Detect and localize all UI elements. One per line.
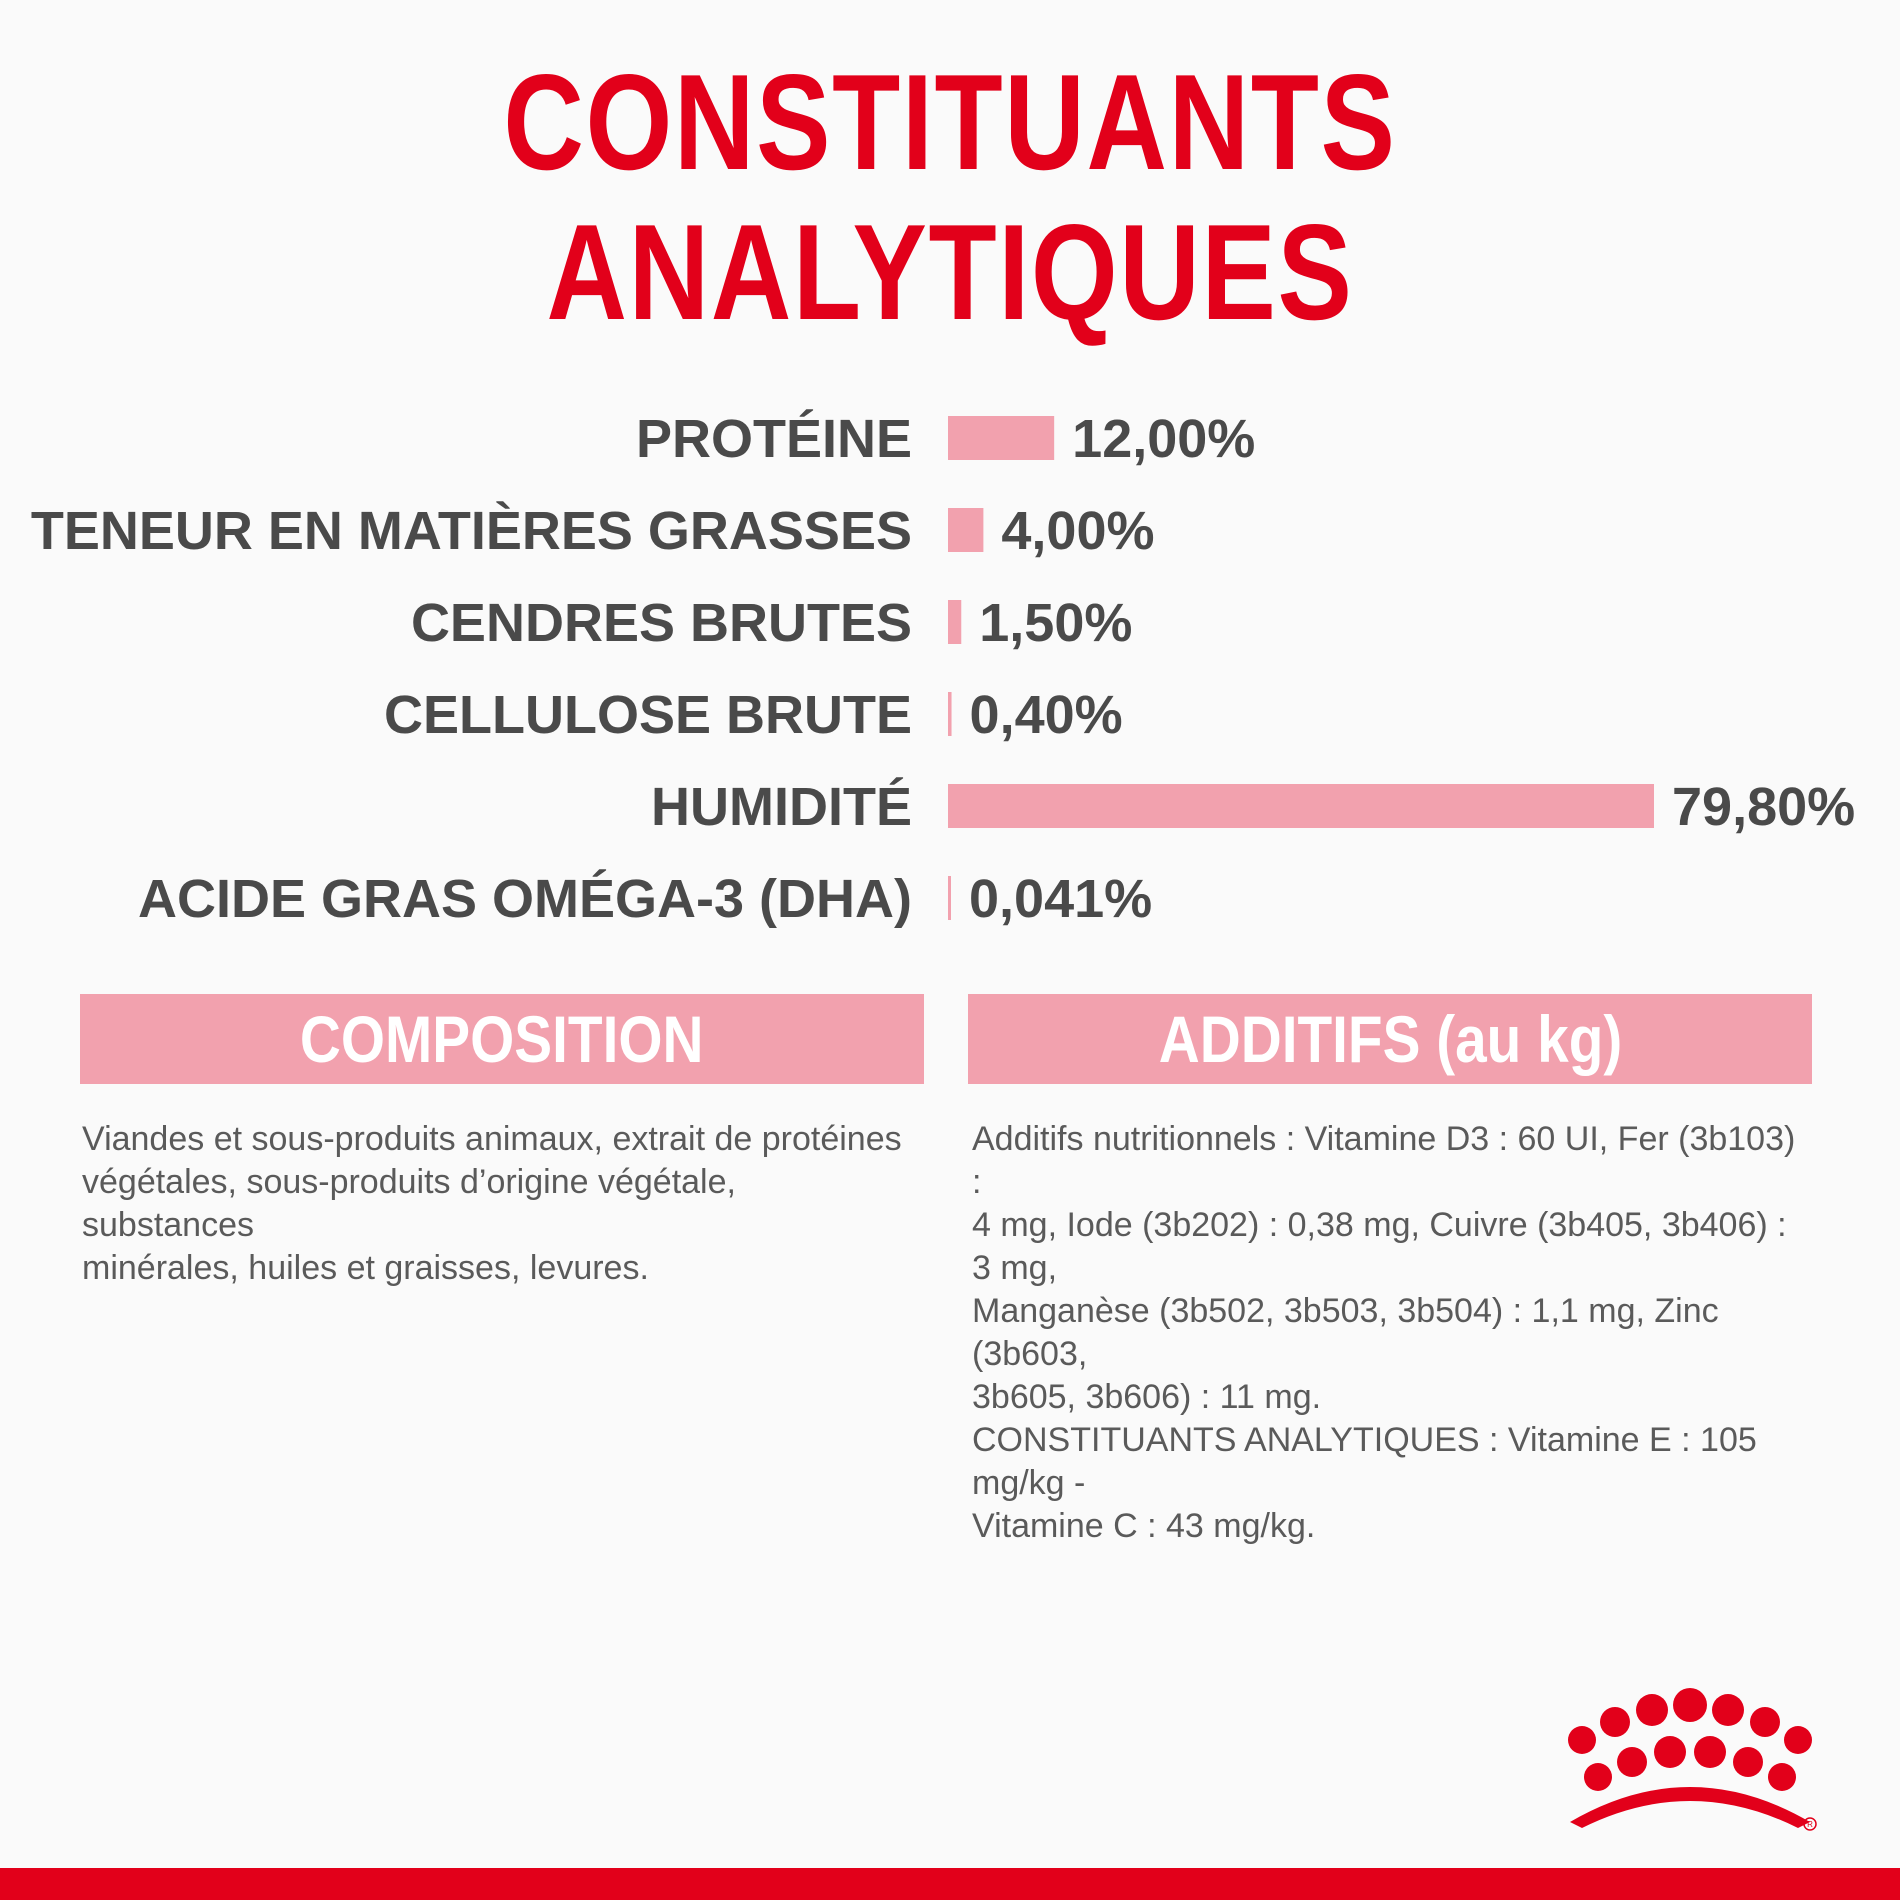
bottom-brand-strip xyxy=(0,1868,1900,1900)
additifs-header-label: ADDITIFS (au kg) xyxy=(1158,1002,1622,1076)
bar xyxy=(948,692,952,736)
royal-canin-crown-icon xyxy=(1560,1682,1820,1832)
bar-category-label: CENDRES BRUTES xyxy=(410,593,912,653)
svg-text:R: R xyxy=(1807,1820,1813,1829)
bar-value-label: 4,00% xyxy=(1001,501,1155,561)
bar-value-label: 79,80% xyxy=(1672,777,1856,837)
bar xyxy=(948,508,983,552)
bar xyxy=(948,784,1654,828)
bar-category-label: PROTÉINE xyxy=(635,409,912,469)
bar-category-label: CELLULOSE BRUTE xyxy=(383,685,912,745)
bar-category-label: ACIDE GRAS OMÉGA-3 (DHA) xyxy=(137,869,912,929)
composition-header-label: COMPOSITION xyxy=(300,1002,704,1076)
composition-header xyxy=(80,994,924,1084)
bar xyxy=(948,600,961,644)
bar-value-label: 12,00% xyxy=(1072,409,1256,469)
additifs-header xyxy=(968,994,1812,1084)
page-title: CONSTITUANTS ANALYTIQUES xyxy=(503,46,1397,348)
bar-value-label: 0,40% xyxy=(969,685,1123,745)
composition-text: Viandes et sous-produits animaux, extrait de protéines végétales, sous-produits d’origine végétale, substances minérales, huiles et graisses, levures. xyxy=(82,1120,902,1287)
bar xyxy=(948,876,951,920)
bar-value-label: 1,50% xyxy=(979,593,1133,653)
bar-category-label: HUMIDITÉ xyxy=(651,777,912,837)
additifs-text: Additifs nutritionnels : Vitamine D3 : 60 UI, Fer (3b103) : 4 mg, Iode (3b202) : 0,38 mg, Cuivre (3b405, 3b406) : 3 mg, Manganèse (3b502, 3b503, 3b504) : 1,1 mg, Zinc (3b603, 3b605, 3b606) : 11 mg. CONSTITUANTS ANALYTIQUES : Vitamine E : 105 mg/kg - Vitamine C : 43 mg/kg. xyxy=(972,1120,1796,1545)
bar-value-label: 0,041% xyxy=(969,869,1153,929)
bar xyxy=(948,416,1054,460)
bar-category-label: TENEUR EN MATIÈRES GRASSES xyxy=(30,501,912,561)
